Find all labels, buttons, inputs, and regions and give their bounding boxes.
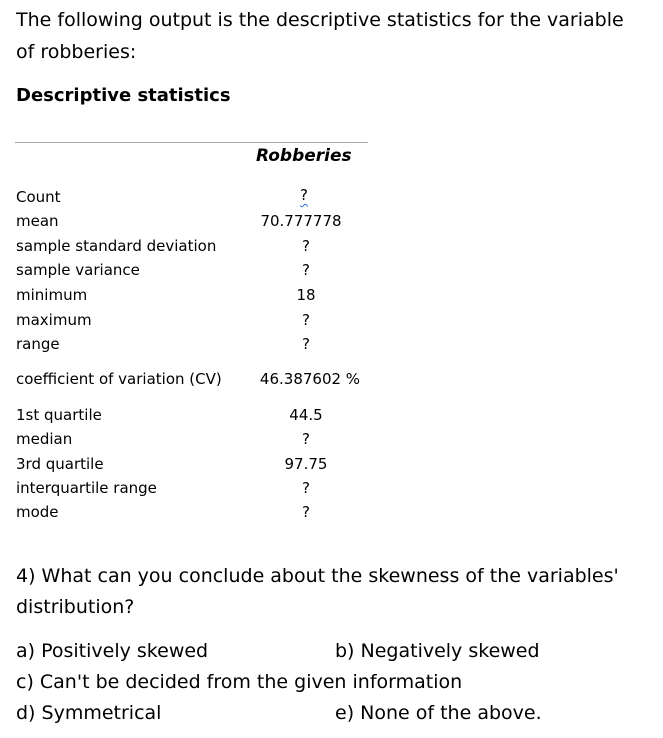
row-value-q3: 97.75 bbox=[284, 455, 328, 473]
row-value-maximum: ? bbox=[302, 311, 310, 329]
column-header-robberies: Robberies bbox=[256, 146, 352, 166]
row-label-mean: mean bbox=[16, 212, 59, 230]
row-label-q3: 3rd quartile bbox=[16, 455, 104, 473]
row-label-q1: 1st quartile bbox=[16, 406, 102, 424]
row-value-variance: ? bbox=[302, 261, 310, 279]
row-label-cv: coefficient of variation (CV) bbox=[16, 370, 222, 388]
option-a: a) Positively skewed bbox=[16, 640, 209, 662]
row-label-count: Count bbox=[16, 188, 61, 206]
option-d: d) Symmetrical bbox=[16, 702, 162, 724]
row-value-q1: 44.5 bbox=[289, 406, 323, 424]
row-label-variance: sample variance bbox=[16, 261, 140, 279]
intro-line-2: of robberies: bbox=[16, 41, 137, 63]
intro-line-1: The following output is the descriptive statistics for the variable bbox=[16, 9, 624, 31]
row-value-median: ? bbox=[302, 430, 310, 448]
row-label-iqr: interquartile range bbox=[16, 479, 157, 497]
row-value-mean: 70.777778 bbox=[260, 212, 342, 230]
row-value-std-dev: ? bbox=[302, 237, 310, 255]
section-heading: Descriptive statistics bbox=[16, 85, 231, 106]
row-label-mode: mode bbox=[16, 503, 59, 521]
question-line-2: distribution? bbox=[16, 596, 135, 618]
table-top-rule bbox=[15, 142, 368, 143]
row-label-std-dev: sample standard deviation bbox=[16, 237, 217, 255]
row-label-minimum: minimum bbox=[16, 286, 88, 304]
option-e: e) None of the above. bbox=[335, 702, 542, 724]
row-label-maximum: maximum bbox=[16, 311, 92, 329]
row-value-cv: 46.387602 % bbox=[259, 370, 361, 388]
question-line-1: 4) What can you conclude about the skewness of the variables' bbox=[16, 565, 619, 587]
row-label-range: range bbox=[16, 335, 60, 353]
row-value-range: ? bbox=[302, 335, 310, 353]
option-b: b) Negatively skewed bbox=[335, 640, 540, 662]
row-label-median: median bbox=[16, 430, 73, 448]
row-value-minimum: 18 bbox=[296, 286, 316, 304]
row-value-iqr: ? bbox=[302, 479, 310, 497]
option-c: c) Can't be decided from the given information bbox=[16, 671, 463, 693]
row-value-count: ? bbox=[300, 186, 308, 204]
row-value-mode: ? bbox=[302, 503, 310, 521]
